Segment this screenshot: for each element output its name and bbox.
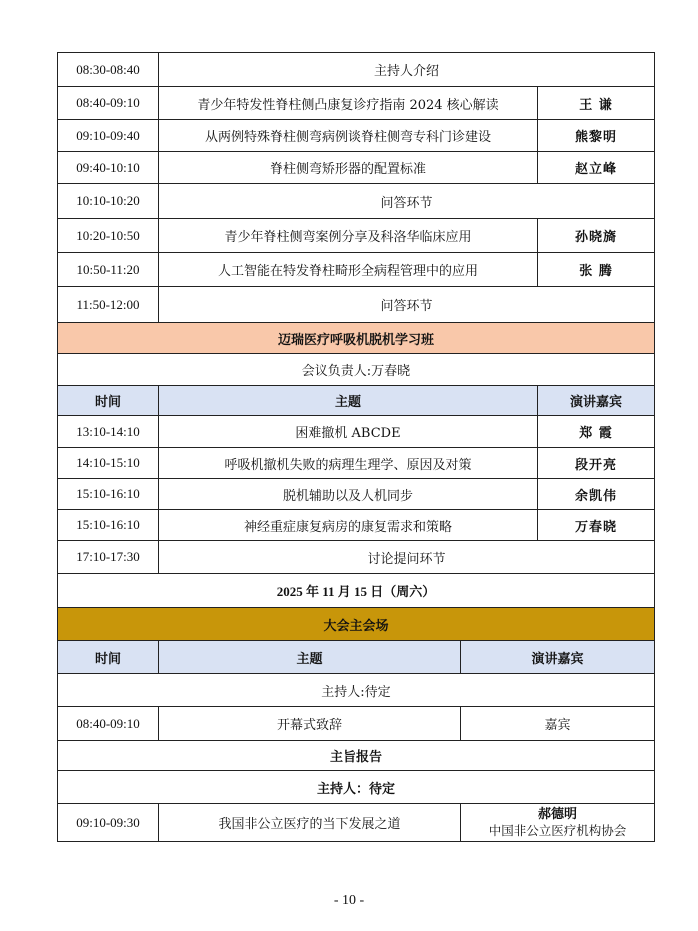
schedule-row — [58, 219, 655, 253]
schedule-row — [58, 87, 655, 120]
speaker-org: 中国非公立医疗机构协会 — [488, 823, 627, 838]
topic-cell: 脊柱侧弯矫形器的配置标准 — [159, 152, 538, 184]
topic-cell: 脱机辅助以及人机同步 — [159, 479, 538, 510]
header-time: 时间 — [58, 386, 159, 416]
host-row — [58, 771, 655, 804]
host-line: 主持人：待定 — [58, 771, 655, 804]
time-cell: 08:40-09:10 — [58, 707, 159, 741]
topic-cell: 人工智能在特发脊柱畸形全病程管理中的应用 — [159, 253, 538, 287]
schedule-table — [57, 52, 655, 842]
session-title: 大会主会场 — [58, 608, 655, 641]
session-title-row — [58, 608, 655, 641]
time-cell: 15:10-16:10 — [58, 479, 159, 510]
schedule-row — [58, 804, 655, 842]
time-cell: 10:10-10:20 — [58, 184, 159, 219]
time-cell: 10:20-10:50 — [58, 219, 159, 253]
schedule-row — [58, 510, 655, 541]
topic-cell: 困难撤机 ABCDE — [159, 416, 538, 448]
schedule-row — [58, 416, 655, 448]
time-cell: 09:10-09:40 — [58, 120, 159, 152]
topic-cell: 我国非公立医疗的当下发展之道 — [159, 804, 461, 842]
time-cell: 09:10-09:30 — [58, 804, 159, 842]
schedule-row — [58, 707, 655, 741]
speaker-cell: 郑 霞 — [538, 416, 655, 448]
column-header-row — [58, 641, 655, 674]
topic-cell: 神经重症康复病房的康复需求和策略 — [159, 510, 538, 541]
speaker-cell: 嘉宾 — [461, 707, 655, 741]
time-cell: 13:10-14:10 — [58, 416, 159, 448]
session-title-row — [58, 323, 655, 354]
keynote-title-row — [58, 741, 655, 771]
host-row — [58, 674, 655, 707]
schedule-row — [58, 253, 655, 287]
speaker-cell: 熊黎明 — [538, 120, 655, 152]
page-number: - 10 - — [333, 893, 365, 908]
header-speaker: 演讲嘉宾 — [461, 641, 655, 674]
topic-cell: 开幕式致辞 — [159, 707, 461, 741]
session-note: 讨论提问环节 — [159, 541, 655, 574]
topic-cell: 从两例特殊脊柱侧弯病例谈脊柱侧弯专科门诊建设 — [159, 120, 538, 152]
keynote-title: 主旨报告 — [58, 741, 655, 771]
time-cell: 14:10-15:10 — [58, 448, 159, 479]
speaker-cell: 万春晓 — [538, 510, 655, 541]
column-header-row — [58, 386, 655, 416]
header-topic: 主题 — [159, 641, 461, 674]
session-note: 问答环节 — [159, 287, 655, 323]
session-note: 主持人介绍 — [159, 53, 655, 87]
schedule-row — [58, 53, 655, 87]
time-cell: 11:50-12:00 — [58, 287, 159, 323]
session-title: 迈瑞医疗呼吸机脱机学习班 — [58, 323, 655, 354]
schedule-row — [58, 541, 655, 574]
header-speaker: 演讲嘉宾 — [538, 386, 655, 416]
host-line: 主持人:待定 — [58, 674, 655, 707]
speaker-cell: 段开亮 — [538, 448, 655, 479]
time-cell: 15:10-16:10 — [58, 510, 159, 541]
time-cell: 17:10-17:30 — [58, 541, 159, 574]
time-cell: 08:40-09:10 — [58, 87, 159, 120]
speaker-cell: 孙晓旖 — [538, 219, 655, 253]
date-line: 2025 年 11 月 15 日（周六） — [58, 574, 655, 608]
header-topic: 主题 — [159, 386, 538, 416]
speaker-name: 郝德明 — [537, 807, 577, 822]
speaker-cell: 赵立峰 — [538, 152, 655, 184]
schedule-row — [58, 152, 655, 184]
schedule-row — [58, 287, 655, 323]
time-cell: 08:30-08:40 — [58, 53, 159, 87]
schedule-row — [58, 184, 655, 219]
speaker-cell: 张 腾 — [538, 253, 655, 287]
speaker-cell: 王 谦 — [538, 87, 655, 120]
chair-row — [58, 354, 655, 386]
schedule-row — [58, 448, 655, 479]
schedule-row — [58, 479, 655, 510]
session-note: 问答环节 — [159, 184, 655, 219]
topic-cell: 青少年特发性脊柱侧凸康复诊疗指南 2024 核心解读 — [159, 87, 538, 120]
schedule-row — [58, 120, 655, 152]
topic-cell: 呼吸机撤机失败的病理生理学、原因及对策 — [159, 448, 538, 479]
date-row — [58, 574, 655, 608]
speaker-cell: 余凯伟 — [538, 479, 655, 510]
topic-cell: 青少年脊柱侧弯案例分享及科洛华临床应用 — [159, 219, 538, 253]
chair-line: 会议负责人:万春晓 — [58, 354, 655, 386]
speaker-cell — [461, 804, 655, 842]
time-cell: 09:40-10:10 — [58, 152, 159, 184]
header-time: 时间 — [58, 641, 159, 674]
time-cell: 10:50-11:20 — [58, 253, 159, 287]
